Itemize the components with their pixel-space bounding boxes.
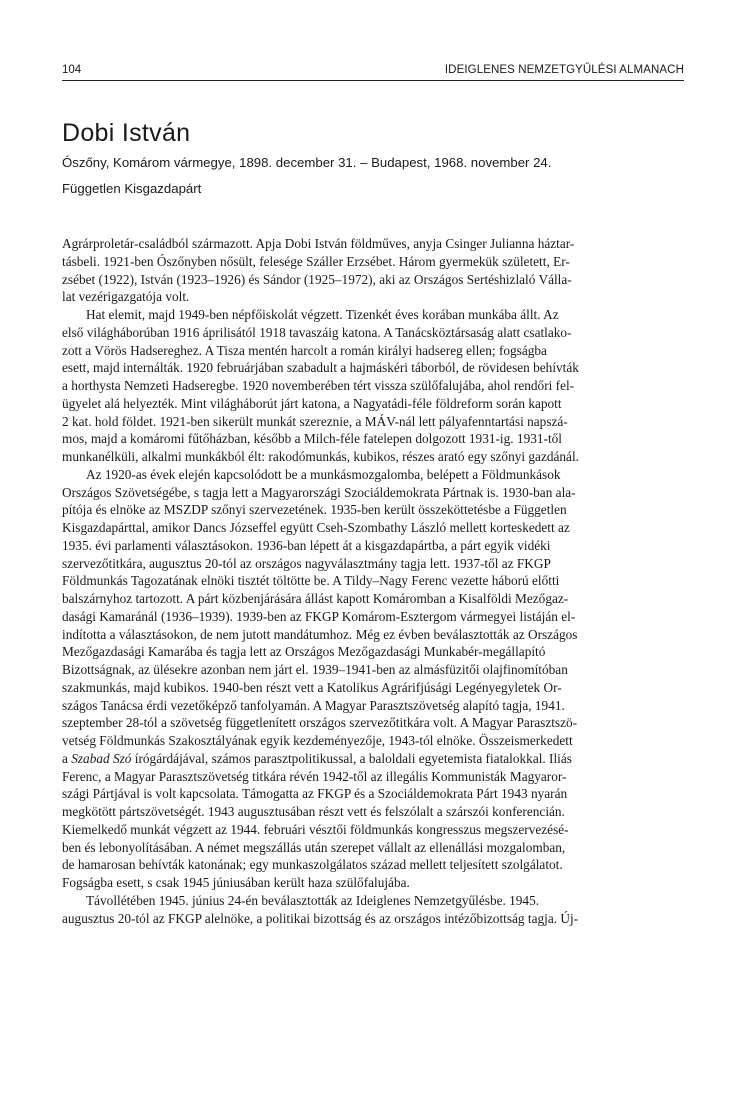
text-line: Kisgazdapárttal, amikor Dancs Józseffel együtt Cseh-Szombathy László mellett korteskedett az bbox=[62, 520, 570, 535]
text-line: ügyelet alá helyezték. Mint világháborút járt katona, a Nagyatádi-féle földreform során kapott bbox=[62, 395, 562, 411]
text-line: a horthysta Nemzeti Hadseregbe. 1920 novemberében tért vissza szülőfalujába, ahol rendőri fel- bbox=[62, 378, 575, 393]
text-line: vetség Földmunkás Szakosztályának egyik kezdeményezője, 1943-tól elnöke. Összeismerkedett bbox=[62, 733, 573, 748]
party-affiliation: Független Kisgazdapárt bbox=[62, 181, 202, 196]
text-line: Mezőgazdasági Kamarába és tagja lett az Országos Mezőgazdasági Munkabér-megállapító bbox=[62, 644, 546, 660]
text-line: tásbeli. 1921-ben Ószőnyben nősült, felesége Száller Erzsébet. Három gyermekük született, Er- bbox=[62, 253, 570, 269]
text-line: balszárnyhoz tartozott. A párt közbenjárására állást kapott Komáromban a Kisalföldi Mezőgaz- bbox=[62, 591, 569, 606]
text-line: megkötött pártszövetségét. 1943 augusztusában részt vett és felszólalt a szárszói konferencián. bbox=[62, 804, 565, 819]
page-number: 104 bbox=[62, 64, 82, 76]
text-line: Országos Szövetségébe, s tagja lett a Magyarországi Szociáldemokrata Pártnak is. 1930-ban ala- bbox=[62, 484, 576, 500]
text-line: dasági Kamaránál (1936–1939). 1939-ben az FKGP Komárom-Esztergom vármegyei listáján el- bbox=[62, 608, 576, 624]
text-line: 1935. évi parlamenti választásokon. 1936-ban lépett át a kisgazdapártba, a párt egyik vidéki bbox=[62, 537, 551, 553]
biography-text bbox=[62, 235, 684, 927]
text-line: zott a Vörös Hadsereghez. A Tisza mentén harcolt a román királyi hadsereg ellen; fogságba bbox=[62, 342, 547, 358]
running-head bbox=[62, 62, 684, 81]
text-line: Hat elemit, majd 1949-ben népfőiskolát végzett. Tizenkét éves korában munkába állt. Az bbox=[86, 307, 559, 322]
text-line: Ferenc, a Magyar Parasztszövetség titkára révén 1942-től az illegális Kommunisták Magyaror- bbox=[62, 768, 567, 784]
text-line: munkanélküli, alkalmi munkákból élt: rakodómunkás, kubikos, részes arató egy szőnyi gazdánál. bbox=[62, 449, 579, 464]
text-line: esett, majd internálták. 1920 februárjában szabadult a hajmáskéri táborból, de rövidesen behívták bbox=[62, 360, 579, 376]
text-line: Az 1920-as évek elején kapcsolódott be a munkásmozgalomba, belépett a Földmunkások bbox=[86, 466, 561, 482]
text-line: Kiemelkedő munkát végzett az 1944. februári vésztői földmunkás kongresszus megszervezésé- bbox=[62, 821, 569, 837]
biography-paragraph bbox=[62, 235, 684, 306]
text-line: szágos Tanácsa érdi vezetőképző tanfolyamán. A Magyar Parasztszövetség alapító tagja, 1941. bbox=[62, 697, 565, 713]
text-line: szervezőtitkára, augusztus 20-tól az országos nagyválasztmány tagja lett. 1937-től az FKGP bbox=[62, 555, 551, 571]
text-line: szági Pártjával is volt kapcsolata. Támogatta az FKGP és a Szociáldemokrata Párt 1943 nyarán bbox=[62, 786, 568, 802]
biography-paragraph bbox=[62, 892, 684, 928]
text-line: de hamarosan behívták katonának; egy munkaszolgálatos század mellett teljesített szolgálatot. bbox=[62, 857, 563, 873]
entry-header bbox=[62, 118, 684, 198]
text-line: Távollétében 1945. június 24-én beválasztották az Ideiglenes Nemzetgyűlésbe. 1945. bbox=[86, 892, 540, 908]
text-line: Földmunkás Tagozatának elnöki tisztét töltötte be. A Tildy–Nagy Ferenc vezette háború előtti bbox=[62, 573, 560, 589]
text-line: szeptember 28-tól a szövetség függetlenített országos szervezőtitkára volt. A Magyar Parasztszö- bbox=[62, 715, 578, 731]
text-line: Fogságba esett, s csak 1945 júniusában került haza szülőfalujába. bbox=[62, 875, 410, 890]
text-line: Bizottságnak, az ülésekre azonban nem járt el. 1939–1941-ben az almásfüzitői olajfinomítóban bbox=[62, 662, 568, 677]
birth-death-line: Ószőny, Komárom vármegye, 1898. december 31. – Budapest, 1968. november 24. bbox=[62, 155, 552, 170]
text-line: ben és lebonyolításában. A német megszállás után szerepet vállalt az ellenállási mozgalomban, bbox=[62, 839, 566, 855]
text-line: lat vezérigazgatója volt. bbox=[62, 289, 190, 305]
text-line: augusztus 20-tól az FKGP alelnöke, a politikai bizottság és az országos intézőbizottság tagja. Új- bbox=[62, 910, 579, 926]
entry-name: Dobi István bbox=[62, 119, 191, 147]
biography-paragraph bbox=[62, 466, 684, 892]
text-line: indította a választásokon, de nem jutott mandátumhoz. Még ez évben beválasztották az Országos bbox=[62, 626, 578, 642]
text-line: 2 kat. hold földet. 1921-ben sikerült munkát szereznie, a MÁV-nál lett pályafenntartási napszá- bbox=[62, 413, 568, 429]
text-line: pítója és elnöke az MSZDP szőnyi szervezetének. 1935-ben került összeköttetésbe a Független bbox=[62, 502, 567, 518]
text-line: első világháborúban 1916 áprilisától 1918 tavaszáig katona. A Tanácsköztársaság alatt csatlako- bbox=[62, 324, 572, 340]
text-line: mos, majd a komáromi fűtőházban, később a Milch-féle fatelepen dolgozott 1931-ig. 1931-től bbox=[62, 431, 562, 447]
almanac-title: IDEIGLENES NEMZETGYŰLÉSI ALMANACH bbox=[444, 64, 684, 76]
text-line: szakmunkás, majd kubikos. 1940-ben részt vett a Katolikus Agrárifjúsági Legényegyletek Or- bbox=[62, 679, 562, 695]
biography-paragraph bbox=[62, 306, 684, 466]
text-line: Agrárproletár-családból származott. Apja Dobi István földműves, anyja Csinger Julianna háztar- bbox=[62, 236, 575, 251]
text-line: a Szabad Szó írógárdájával, számos parasztpolitikussal, a baloldali egyetemista fiatalokkal. Iliás bbox=[62, 750, 572, 766]
text-line: zsébet (1922), István (1923–1926) és Sándor (1925–1972), aki az Országos Sertéshizlaló Válla- bbox=[62, 271, 572, 287]
newspaper-title: Szabad Szó bbox=[71, 750, 132, 766]
